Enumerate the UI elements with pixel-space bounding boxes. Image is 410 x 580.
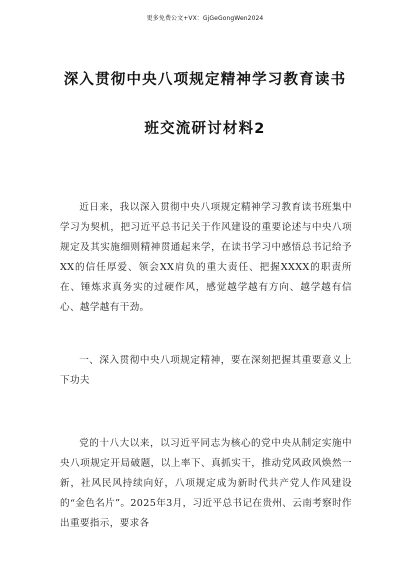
section-heading-1: 一、深入贯彻中央八项规定精神，要在深刻把握其重要意义上下功夫 bbox=[60, 355, 352, 386]
document-title-line-1: 深入贯彻中央八项规定精神学习教育读书 bbox=[63, 72, 347, 88]
header-note: 更多免费公文+VX：GjGeGongWen2024 bbox=[146, 15, 264, 22]
document-title-line-2: 班交流研讨材料2 bbox=[144, 121, 266, 137]
paragraph-section-1: 党的十八大以来，以习近平同志为核心的党中央从制定实施中央八项规定开局破题，以上率下、真抓实干，推动党风政风焕然一新，社风民风持续向好，八项规定成为新时代共产党人作风建设的“金色名片”。2025年3月，习近平总书记在贵州、云南考察时作出重要指示，要求各 bbox=[60, 438, 352, 529]
paragraph-intro: 近日来，我以深入贯彻中央八项规定精神学习教育读书班集中学习为契机，把习近平总书记关于作风建设的重要论述与中央八项规定及其实施细则精神贯通起来学，在读书学习中感悟总书记给予XX的信任厚爱、领会XX肩负的重大责任、把握XXXX的职责所在、锤炼求真务实的过硬作风，感觉越学越有方向、越学越有信心、越学越有干劲。 bbox=[60, 202, 352, 313]
